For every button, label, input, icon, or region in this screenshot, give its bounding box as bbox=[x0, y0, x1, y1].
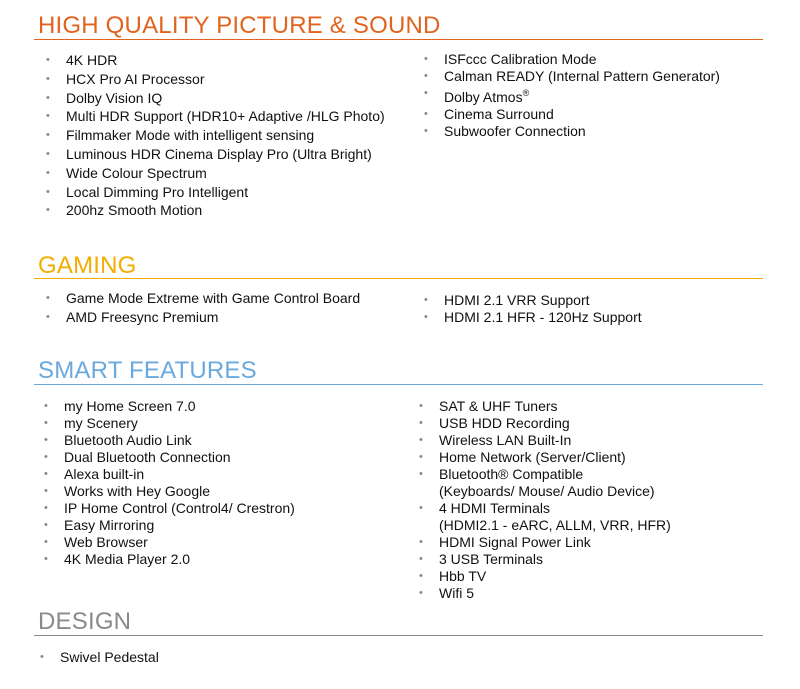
list-item: • Multi HDR Support (HDR10+ Adaptive /HLG Photo) bbox=[46, 108, 385, 125]
registered-mark: ® bbox=[522, 88, 530, 98]
list-item: • my Scenery bbox=[44, 415, 138, 431]
bullet-icon: • bbox=[44, 434, 48, 446]
bullet-icon: • bbox=[40, 651, 44, 663]
bullet-icon: • bbox=[46, 91, 50, 104]
list-item: • Web Browser bbox=[44, 534, 148, 550]
section-title-smart-features: SMART FEATURES bbox=[38, 357, 257, 384]
list-item: • Subwoofer Connection bbox=[424, 123, 586, 139]
list-item: • 200hz Smooth Motion bbox=[46, 202, 203, 219]
bullet-icon: • bbox=[419, 434, 423, 446]
section-divider-picture-sound bbox=[34, 39, 763, 40]
list-item: • ISFccc Calibration Mode bbox=[424, 51, 597, 67]
list-item: • Hbb TV bbox=[419, 568, 487, 584]
bullet-icon: • bbox=[419, 468, 423, 480]
bullet-icon: • bbox=[46, 72, 50, 85]
bullet-icon: • bbox=[46, 110, 50, 123]
list-item-continuation: (HDMI2.1 - eARC, ALLM, VRR, HFR) bbox=[439, 517, 671, 533]
list-item: • Wifi 5 bbox=[419, 585, 474, 601]
list-item: • Local Dimming Pro Intelligent bbox=[46, 183, 249, 200]
list-item: • Calman READY (Internal Pattern Generator) bbox=[424, 68, 720, 84]
list-item: • Works with Hey Google bbox=[44, 483, 211, 499]
bullet-icon: • bbox=[419, 502, 423, 514]
list-item: • Dolby Atmos® bbox=[424, 87, 530, 105]
list-item: • Game Mode Extreme with Game Control Board bbox=[46, 290, 361, 306]
list-item: • Dolby Vision IQ bbox=[46, 89, 163, 106]
bullet-icon: • bbox=[46, 185, 50, 198]
bullet-icon: • bbox=[424, 294, 428, 306]
list-item: • Dual Bluetooth Connection bbox=[44, 449, 231, 465]
section-divider-gaming bbox=[34, 278, 763, 279]
list-item: • Wide Colour Spectrum bbox=[46, 164, 207, 181]
bullet-icon: • bbox=[419, 570, 423, 582]
bullet-icon: • bbox=[419, 587, 423, 599]
list-item: • 4K HDR bbox=[46, 52, 118, 68]
bullet-icon: • bbox=[46, 129, 50, 142]
list-item: • SAT & UHF Tuners bbox=[419, 398, 558, 414]
bullet-icon: • bbox=[419, 553, 423, 565]
section-title-picture-sound: HIGH QUALITY PICTURE & SOUND bbox=[38, 12, 441, 39]
bullet-icon: • bbox=[419, 417, 423, 429]
list-item: • Cinema Surround bbox=[424, 106, 554, 122]
bullet-icon: • bbox=[424, 70, 428, 82]
list-item: • USB HDD Recording bbox=[419, 415, 570, 431]
bullet-icon: • bbox=[46, 292, 50, 304]
list-item: • Luminous HDR Cinema Display Pro (Ultra Bright) bbox=[46, 145, 372, 162]
list-item: • Alexa built-in bbox=[44, 466, 145, 482]
bullet-icon: • bbox=[419, 536, 423, 548]
list-item: • 4K Media Player 2.0 bbox=[44, 551, 191, 567]
bullet-icon: • bbox=[424, 108, 428, 120]
bullet-icon: • bbox=[44, 400, 48, 412]
smart-right-list bbox=[415, 398, 671, 602]
list-item: • AMD Freesync Premium bbox=[46, 308, 219, 325]
bullet-icon: • bbox=[46, 54, 50, 66]
section-divider-design bbox=[34, 635, 763, 636]
list-item: • Swivel Pedestal bbox=[40, 649, 159, 665]
section-title-design: DESIGN bbox=[38, 608, 132, 635]
bullet-icon: • bbox=[46, 166, 50, 179]
section-title-gaming: GAMING bbox=[38, 252, 137, 279]
bullet-icon: • bbox=[424, 87, 428, 99]
bullet-icon: • bbox=[46, 147, 50, 160]
smart-left-list bbox=[40, 398, 295, 568]
list-item: • Easy Mirroring bbox=[44, 517, 155, 533]
list-item: • Filmmaker Mode with intelligent sensing bbox=[46, 127, 315, 144]
picture-sound-left-list bbox=[42, 51, 385, 220]
bullet-icon: • bbox=[44, 536, 48, 548]
list-item-continuation: (Keyboards/ Mouse/ Audio Device) bbox=[439, 483, 655, 499]
list-item: • IP Home Control (Control4/ Crestron) bbox=[44, 500, 295, 516]
picture-sound-right-list bbox=[420, 51, 720, 140]
bullet-icon: • bbox=[46, 204, 50, 217]
bullet-icon: • bbox=[44, 485, 48, 497]
list-item: • my Home Screen 7.0 bbox=[44, 398, 196, 414]
list-item: • HDMI 2.1 HFR - 120Hz Support bbox=[424, 309, 642, 325]
gaming-right-list bbox=[420, 292, 642, 326]
bullet-icon: • bbox=[44, 502, 48, 514]
bullet-icon: • bbox=[44, 553, 48, 565]
section-divider-smart-features bbox=[34, 384, 763, 385]
bullet-icon: • bbox=[424, 125, 428, 137]
bullet-icon: • bbox=[44, 451, 48, 463]
design-list bbox=[36, 649, 159, 666]
bullet-icon: • bbox=[424, 53, 428, 65]
list-item: • Bluetooth Audio Link bbox=[44, 432, 192, 448]
list-item: • 3 USB Terminals bbox=[419, 551, 544, 567]
bullet-icon: • bbox=[44, 417, 48, 429]
list-item: • Bluetooth® Compatible bbox=[419, 466, 584, 482]
list-item: • HDMI 2.1 VRR Support bbox=[424, 292, 590, 308]
list-item: • HCX Pro AI Processor bbox=[46, 70, 205, 87]
bullet-icon: • bbox=[44, 519, 48, 531]
bullet-icon: • bbox=[44, 468, 48, 480]
bullet-icon: • bbox=[419, 451, 423, 463]
bullet-icon: • bbox=[46, 310, 50, 323]
bullet-icon: • bbox=[424, 311, 428, 323]
bullet-icon: • bbox=[419, 400, 423, 412]
gaming-left-list bbox=[42, 289, 360, 327]
list-item: • Home Network (Server/Client) bbox=[419, 449, 626, 465]
list-item: • 4 HDMI Terminals bbox=[419, 500, 550, 516]
list-item: • Wireless LAN Built-In bbox=[419, 432, 572, 448]
list-item: • HDMI Signal Power Link bbox=[419, 534, 591, 550]
